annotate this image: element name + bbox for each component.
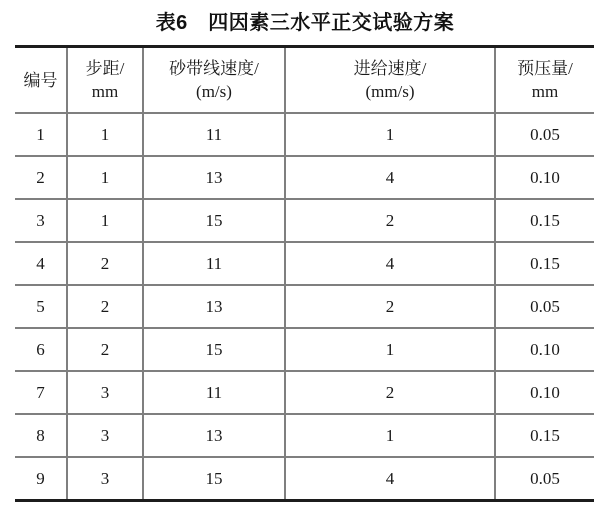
cell-feed-speed: 4: [285, 156, 495, 199]
cell-step: 1: [67, 156, 143, 199]
col-header-step: [67, 47, 143, 114]
cell-number: 1: [15, 113, 67, 156]
cell-number: 8: [15, 414, 67, 457]
cell-belt-speed: 13: [143, 414, 285, 457]
cell-step: 3: [67, 457, 143, 501]
cell-step: 2: [67, 328, 143, 371]
header-text: 进给速度/: [353, 59, 427, 78]
cell-feed-speed: 1: [285, 328, 495, 371]
cell-feed-speed: 1: [285, 414, 495, 457]
cell-preload: 0.15: [495, 414, 594, 457]
header-text: 砂带线速度/: [169, 59, 259, 78]
cell-preload: 0.05: [495, 285, 594, 328]
header-unit: (m/s): [196, 82, 232, 101]
col-header-belt-speed: [143, 47, 285, 114]
header-unit: mm: [91, 82, 119, 101]
cell-feed-speed: 2: [285, 199, 495, 242]
table-row: [15, 199, 594, 242]
cell-step: 2: [67, 285, 143, 328]
col-header-number: [15, 47, 67, 114]
cell-preload: 0.15: [495, 242, 594, 285]
cell-feed-speed: 2: [285, 285, 495, 328]
cell-number: 6: [15, 328, 67, 371]
cell-preload: 0.10: [495, 328, 594, 371]
table-row: [15, 113, 594, 156]
cell-number: 2: [15, 156, 67, 199]
table-caption: 表6 四因素三水平正交试验方案: [155, 12, 455, 34]
table-row: [15, 285, 594, 328]
cell-belt-speed: 11: [143, 371, 285, 414]
cell-number: 7: [15, 371, 67, 414]
cell-preload: 0.10: [495, 371, 594, 414]
cell-number: 5: [15, 285, 67, 328]
header-unit: mm: [531, 82, 559, 101]
header-text: 步距/: [85, 59, 125, 78]
cell-preload: 0.10: [495, 156, 594, 199]
cell-step: 3: [67, 371, 143, 414]
cell-step: 3: [67, 414, 143, 457]
table-row: [15, 414, 594, 457]
col-header-feed-speed: [285, 47, 495, 114]
table-row: [15, 371, 594, 414]
table-row: [15, 457, 594, 501]
header-row: [15, 47, 594, 114]
cell-preload: 0.05: [495, 113, 594, 156]
col-header-preload: [495, 47, 594, 114]
cell-preload: 0.15: [495, 199, 594, 242]
cell-feed-speed: 4: [285, 457, 495, 501]
cell-belt-speed: 13: [143, 156, 285, 199]
cell-belt-speed: 15: [143, 199, 285, 242]
cell-number: 9: [15, 457, 67, 501]
header-unit: (mm/s): [365, 82, 415, 101]
cell-belt-speed: 15: [143, 457, 285, 501]
cell-belt-speed: 11: [143, 113, 285, 156]
cell-feed-speed: 1: [285, 113, 495, 156]
cell-step: 2: [67, 242, 143, 285]
header-text: 编号: [23, 70, 58, 90]
cell-preload: 0.05: [495, 457, 594, 501]
cell-belt-speed: 13: [143, 285, 285, 328]
table-row: [15, 328, 594, 371]
cell-feed-speed: 4: [285, 242, 495, 285]
cell-number: 4: [15, 242, 67, 285]
orthogonal-test-table: [15, 45, 594, 502]
cell-belt-speed: 11: [143, 242, 285, 285]
table-row: [15, 156, 594, 199]
cell-number: 3: [15, 199, 67, 242]
cell-step: 1: [67, 199, 143, 242]
cell-step: 1: [67, 113, 143, 156]
header-text: 预压量/: [517, 59, 573, 78]
table-row: [15, 242, 594, 285]
cell-feed-speed: 2: [285, 371, 495, 414]
cell-belt-speed: 15: [143, 328, 285, 371]
